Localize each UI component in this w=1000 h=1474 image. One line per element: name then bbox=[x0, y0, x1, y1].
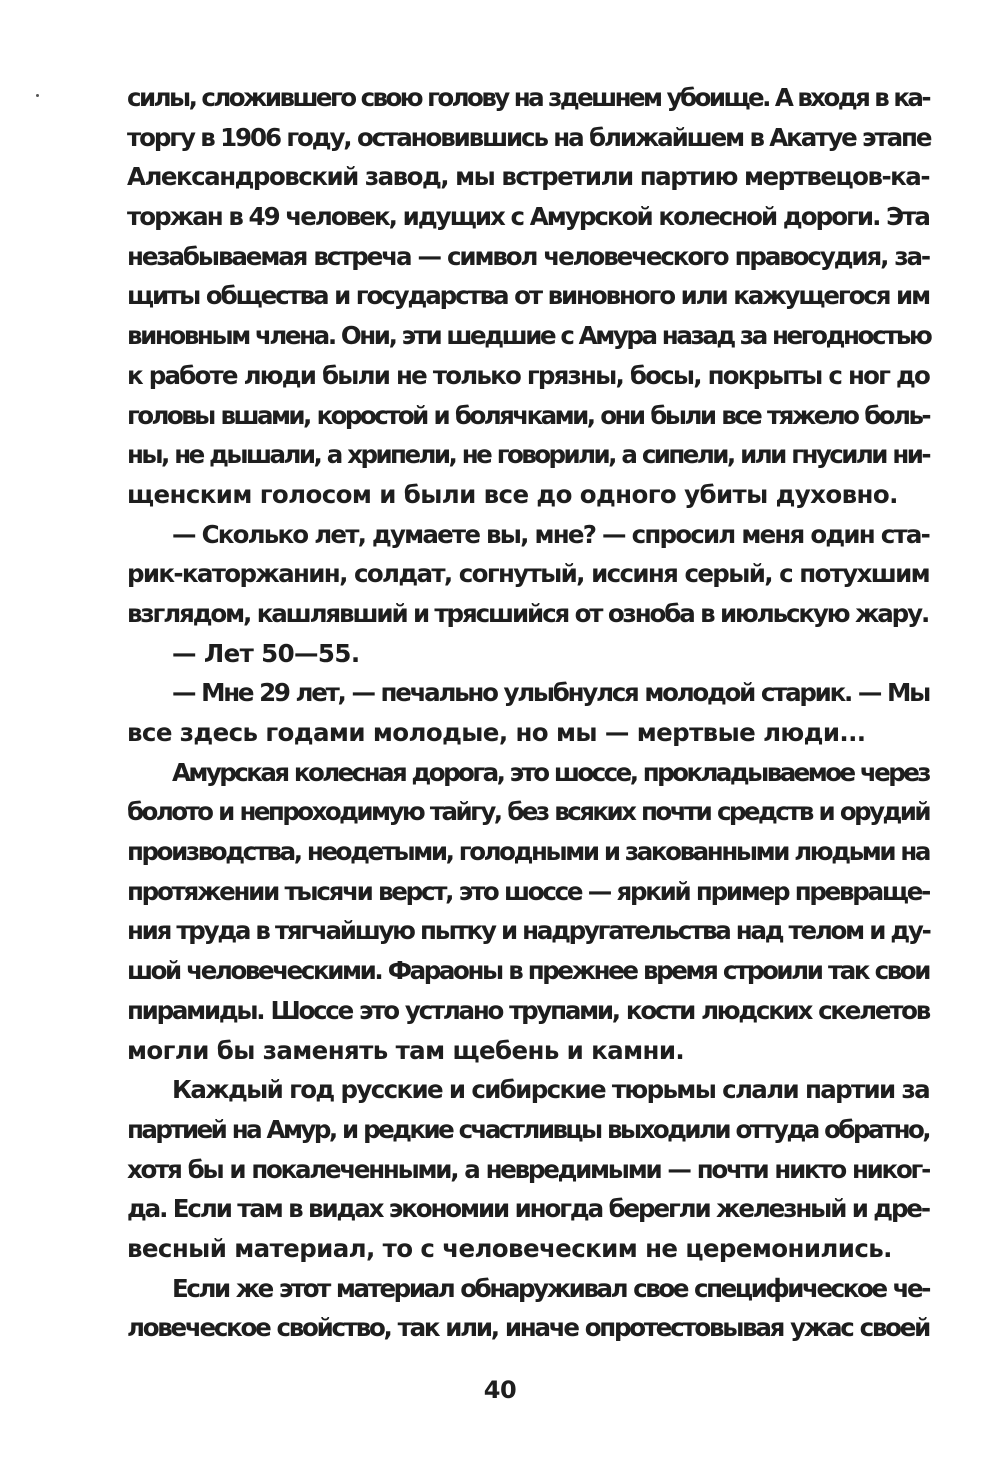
text-line: — Лет 50—55. bbox=[172, 638, 360, 668]
text-line: партией на Амур, и редкие счастливцы выходили оттуда обратно, bbox=[127, 1114, 929, 1144]
page-number: 40 bbox=[483, 1376, 517, 1404]
scan-speck bbox=[36, 94, 39, 97]
text-line: протяжении тысячи верст, это шоссе — яркий пример превраще- bbox=[127, 876, 929, 906]
text-line: незабываемая встреча — символ человеческого правосудия, за- bbox=[127, 241, 929, 271]
text-line: Александровский завод, мы встретили партию мертвецов-ка- bbox=[127, 162, 929, 192]
text-line: виновным члена. Они, эти шедшие с Амура назад за негодностью bbox=[127, 321, 931, 351]
text-line: щенским голосом и были все до одного убиты духовно. bbox=[127, 479, 898, 509]
text-line: пирамиды. Шоссе это устлано трупами, кости людских скелетов bbox=[127, 995, 929, 1025]
text-line: все здесь годами молодые, но мы — мертвые люди... bbox=[127, 718, 866, 747]
text-line: производства, неодетыми, голодными и закованными людьми на bbox=[127, 837, 929, 867]
text-line: да. Если там в видах экономии иногда берегли железный и дре- bbox=[127, 1194, 929, 1224]
text-line: шой человеческими. Фараоны в прежнее время строили так свои bbox=[127, 956, 929, 986]
text-line: ловеческое свойство, так или, иначе опротестовывая ужас своей bbox=[127, 1313, 929, 1343]
text-line: Если же этот материал обнаруживал свое специфическое че- bbox=[172, 1273, 929, 1303]
text-line: хотя бы и покалеченными, а невредимыми — почти никто никог- bbox=[127, 1154, 929, 1184]
text-line: — Мне 29 лет, — печально улыбнулся молодой старик. — Мы bbox=[172, 678, 929, 708]
text-line: болото и непроходимую тайгу, без всяких почти средств и орудий bbox=[127, 797, 929, 827]
text-line: ния труда в тягчайшую пытку и надругательства над телом и ду- bbox=[127, 916, 930, 946]
text-line: к работе люди были не только грязны, босы, покрыты с ног до bbox=[127, 360, 929, 390]
text-line: головы вшами, коростой и болячками, они были все тяжело боль- bbox=[127, 400, 929, 430]
text-line: могли бы заменять там щебень и камни. bbox=[127, 1035, 685, 1065]
body-text bbox=[127, 78, 929, 1348]
text-line: торгу в 1906 году, остановившись на ближайшем в Акатуе этапе bbox=[127, 122, 931, 152]
text-line: торжан в 49 человек, идущих с Амурской колесной дороги. Эта bbox=[127, 202, 929, 232]
text-line: рик-каторжанин, солдат, согнутый, иссиня серый, с потухшим bbox=[127, 559, 929, 589]
text-line: — Сколько лет, думаете вы, мне? — спросил меня один ста- bbox=[172, 519, 929, 549]
text-line: силы, сложившего свою голову на здешнем убоище. А входя в ка- bbox=[127, 83, 929, 112]
text-line: весный материал, то с человеческим не церемонились. bbox=[127, 1233, 892, 1263]
text-line: ны, не дышали, а хрипели, не говорили, а сипели, или гнусили ни- bbox=[127, 440, 929, 470]
text-line: щиты общества и государства от виновного или кажущегося им bbox=[127, 281, 929, 311]
text-line: Каждый год русские и сибирские тюрьмы слали партии за bbox=[172, 1075, 929, 1105]
text-line: Амурская колесная дорога, это шоссе, прокладываемое через bbox=[172, 757, 929, 787]
text-line: взглядом, кашлявший и трясшийся от озноба в июльскую жару. bbox=[127, 598, 929, 628]
